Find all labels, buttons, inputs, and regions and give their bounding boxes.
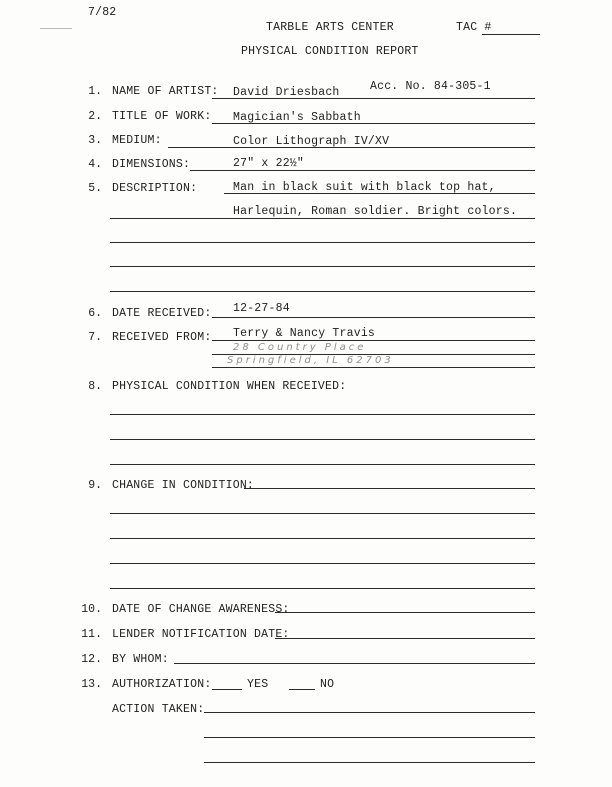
action-taken-label: ACTION TAKEN: — [112, 703, 205, 716]
change-in-condition-label: CHANGE IN CONDITION: — [112, 479, 255, 492]
tac-number-field[interactable] — [482, 34, 540, 35]
item-number: 4. — [88, 158, 102, 171]
title-value: Magician's Sabbath — [233, 111, 361, 124]
lender-notification-field[interactable] — [275, 638, 535, 639]
artist-label: NAME OF ARTIST: — [112, 85, 219, 98]
by-whom-label: BY WHOM: — [112, 653, 169, 666]
physical-condition-field-1[interactable] — [110, 414, 535, 415]
item-number: 11. — [81, 628, 102, 641]
medium-value: Color Lithograph IV/XV — [233, 135, 390, 148]
description-field-3[interactable] — [110, 242, 535, 243]
received-from-label: RECEIVED FROM: — [112, 331, 212, 344]
description-field-1[interactable] — [224, 193, 535, 194]
item-number: 10. — [81, 603, 102, 616]
item-number: 5. — [88, 182, 102, 195]
lender-notification-label: LENDER NOTIFICATION DATE: — [112, 628, 290, 641]
accession-number: Acc. No. 84-305-1 — [370, 80, 491, 93]
authorization-yes-option: YES — [247, 678, 269, 691]
item-number: 2. — [88, 110, 102, 123]
action-taken-field-2[interactable] — [204, 737, 535, 738]
tac-label: TAC # — [456, 21, 492, 34]
date-received-value: 12-27-84 — [233, 302, 290, 315]
physical-condition-field-3[interactable] — [110, 464, 535, 465]
change-in-condition-field-4[interactable] — [110, 563, 535, 564]
item-number: 3. — [88, 134, 102, 147]
date-received-label: DATE RECEIVED: — [112, 307, 212, 320]
item-number: 12. — [81, 653, 102, 666]
action-taken-field-1[interactable] — [204, 712, 535, 713]
change-in-condition-field-2[interactable] — [110, 513, 535, 514]
change-in-condition-field-5[interactable] — [110, 588, 535, 589]
item-number: 1. — [88, 85, 102, 98]
received-from-field-1[interactable] — [212, 340, 535, 341]
title-label: TITLE OF WORK: — [112, 110, 212, 123]
artist-field[interactable] — [212, 98, 535, 99]
medium-field[interactable] — [168, 147, 535, 148]
address-line2-handwritten: Springfield, IL 62703 — [227, 355, 394, 366]
description-value-line2: Harlequin, Roman soldier. Bright colors. — [233, 205, 518, 218]
item-number: 7. — [88, 331, 102, 344]
item-number: 9. — [88, 479, 102, 492]
dimensions-field[interactable] — [190, 170, 535, 171]
dimensions-value: 27" x 22½" — [233, 157, 305, 170]
item-number: 8. — [88, 380, 102, 393]
description-field-5[interactable] — [110, 291, 535, 292]
authorization-yes-blank[interactable] — [212, 689, 242, 690]
authorization-no-option: NO — [320, 678, 335, 691]
date-change-awareness-label: DATE OF CHANGE AWARENESS: — [112, 603, 290, 616]
description-label: DESCRIPTION: — [112, 182, 198, 195]
authorization-no-blank[interactable] — [289, 689, 315, 690]
by-whom-field[interactable] — [174, 663, 535, 664]
description-field-2[interactable] — [110, 218, 535, 219]
item-number: 13. — [81, 678, 102, 691]
authorization-label: AUTHORIZATION: — [112, 678, 212, 691]
address-line1-handwritten: 28 Country Place — [233, 342, 367, 353]
margin-mark — [40, 28, 72, 29]
physical-condition-field-2[interactable] — [110, 439, 535, 440]
title-field[interactable] — [212, 123, 535, 124]
dimensions-label: DIMENSIONS: — [112, 158, 191, 171]
description-field-4[interactable] — [110, 266, 535, 267]
change-in-condition-field-3[interactable] — [110, 538, 535, 539]
date-change-awareness-field[interactable] — [275, 612, 535, 613]
change-in-condition-field-1[interactable] — [244, 488, 535, 489]
received-from-value: Terry & Nancy Travis — [233, 327, 376, 340]
physical-condition-label: PHYSICAL CONDITION WHEN RECEIVED: — [112, 380, 347, 393]
description-value-line1: Man in black suit with black top hat, — [233, 181, 496, 194]
item-number: 6. — [88, 307, 102, 320]
date-code: 7/82 — [88, 6, 117, 19]
received-from-field-3[interactable] — [212, 367, 535, 368]
medium-label: MEDIUM: — [112, 134, 162, 147]
date-received-field[interactable] — [212, 317, 535, 318]
report-title: PHYSICAL CONDITION REPORT — [241, 45, 419, 58]
organization-name: TARBLE ARTS CENTER — [266, 21, 394, 34]
artist-value: David Driesbach — [233, 86, 340, 99]
action-taken-field-3[interactable] — [204, 762, 535, 763]
